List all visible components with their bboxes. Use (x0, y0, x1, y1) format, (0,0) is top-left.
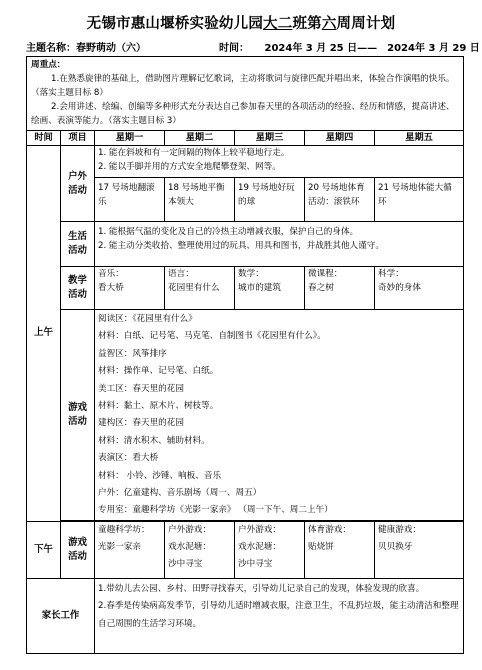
cell-text: 戏水泥塘： (238, 541, 281, 552)
week-focus (27, 57, 464, 131)
cell-text: 语言： (168, 269, 194, 279)
game-row (27, 310, 464, 521)
game-line: 材料：黏土、原木片、树枝等。 (98, 401, 219, 412)
teaching-monday (95, 267, 165, 310)
parents-row (27, 578, 464, 653)
life-goal-2: 2. 能主动分类收拾、整理使用过的玩具、用具和图书，并战胜其他人谨守。 (98, 241, 384, 251)
cell-text: 无锡市惠山堰桥实验幼儿园 (86, 16, 264, 32)
cell-text: 体育游戏： (308, 524, 351, 535)
cell-text: 户外游戏： (168, 524, 211, 535)
cell-text: 科学： (378, 269, 404, 279)
teaching-label: 教学活动 (61, 267, 95, 310)
life-goals (95, 222, 464, 267)
teaching-wednesday (235, 267, 305, 310)
game-line: 阅读区：《花园里有什么》 (98, 314, 197, 324)
morning-label: 上午 (27, 146, 61, 522)
outdoor-monday: 17 号场地翻滚乐 (95, 178, 165, 222)
outdoor-goals (95, 146, 464, 178)
class-name: 大二 (263, 16, 293, 32)
cell-text: 微课程： (308, 269, 343, 279)
focus-label: 周重点： (31, 60, 66, 70)
week-number: 六 (321, 16, 337, 32)
game-line: 建构区：春天里的花园 (98, 418, 184, 429)
afternoon-wednesday (235, 521, 305, 578)
parents-item-1: 1.带幼儿去公园、乡村、田野寻找春天，引导幼儿记录自己的发现，体验发现的欣喜。 (98, 583, 425, 594)
focus-row (27, 57, 464, 131)
header-tuesday: 星期二 (165, 131, 235, 146)
header-row (27, 131, 464, 146)
afternoon-friday (375, 521, 464, 578)
game-line: 材料：操作单、记号笔、白纸。 (98, 366, 219, 377)
header-time: 时间 (27, 131, 61, 146)
life-label: 生活活动 (61, 222, 95, 267)
cell-text: 贝贝换牙 (378, 541, 413, 552)
cell-text: 看大桥 (98, 283, 124, 293)
outdoor-thursday: 20 号场地体育活动：滚铁环 (305, 178, 375, 222)
cell-text: 班第 (292, 16, 322, 32)
cell-text: 花园里有什么 (168, 283, 220, 293)
afternoon-thursday (305, 521, 375, 578)
teaching-friday (375, 267, 464, 310)
cell-text: 数学： (238, 269, 264, 279)
afternoon-tuesday (165, 521, 235, 578)
afternoon-game-label: 游戏活动 (61, 521, 95, 578)
time-end: 2024年 3 月 29 日 (387, 43, 480, 54)
game-content (95, 310, 464, 521)
focus-item-1: 1.在熟悉旋律的基础上，借助图片理解记忆歌词，主动将歌词与旋律匹配并唱出来，体验合作演唱的快乐。（落实主题目标 8） (31, 74, 455, 98)
cell-text: 沙中寻宝 (238, 558, 273, 569)
cell-text: 音乐： (98, 269, 124, 279)
page-title (0, 12, 482, 33)
parents-item-2: 2.春季是传染病高发季节，引导幼儿适时增减衣服，注意卫生，不乱扔垃圾，能主动清洁和整理自己周围的生活学习环境。 (98, 601, 459, 629)
game-label: 游戏活动 (61, 310, 95, 521)
life-goal-1: 1. 能根据气温的变化及自己的冷热主动增减衣服，保护自己的身体。 (98, 227, 359, 237)
outdoor-goals-row (27, 146, 464, 178)
header-wednesday: 星期三 (235, 131, 305, 146)
cell-text: 周周计划 (336, 16, 396, 32)
outdoor-goal-2: 2. 能以手脚并用的方式安全地爬攀登架、网等。 (98, 162, 281, 172)
cell-text: 户外游戏： (238, 524, 281, 535)
theme-label: 主题名称： (26, 43, 76, 54)
cell-text: 戏水泥塘： (168, 541, 211, 552)
game-line: 益智区：风筝排序 (98, 348, 167, 359)
teaching-row (27, 267, 464, 310)
cell-text: 城市的建筑 (238, 283, 281, 293)
teaching-tuesday (165, 267, 235, 310)
cell-text: 童趣科学坊： (98, 524, 150, 535)
header-thursday: 星期四 (305, 131, 375, 146)
cell-text: 沙中寻宝 (168, 558, 203, 569)
game-line: 材料：清水积木、辅助材料。 (98, 435, 210, 446)
header-friday: 星期五 (375, 131, 464, 146)
theme-value: 春野萌动（六） (76, 43, 146, 54)
game-line: 户外：亿童建构、音乐剧场（周一、周五） (98, 488, 262, 499)
cell-text: 贴烧饼 (308, 541, 334, 552)
game-line: 专用室：童趣科学坊《光影一家亲》 （周一下午、周二上午） (98, 505, 333, 516)
outdoor-friday: 21 号场地体能大循环 (375, 178, 464, 222)
afternoon-label: 下午 (27, 521, 61, 578)
cell-text: 光影一家亲 (98, 541, 141, 552)
game-line: 材料：白纸、记号笔、马克笔、自制图书《花园里有什么》。 (98, 331, 326, 342)
teaching-thursday (305, 267, 375, 310)
outdoor-tuesday: 18 号场地平衡本领大 (165, 178, 235, 222)
time-label: 时间： (219, 43, 249, 54)
outdoor-goal-1: 1. 能在斜坡和有一定间隔的物体上较平稳地行走。 (98, 148, 290, 158)
outdoor-wednesday: 19 号场地好玩的球 (235, 178, 305, 222)
cell-text: 健康游戏： (378, 524, 421, 535)
afternoon-monday (95, 521, 165, 578)
parents-label: 家长工作 (27, 578, 95, 653)
outdoor-label: 户外活动 (61, 146, 95, 222)
cell-text: 奇妙的身体 (378, 283, 421, 293)
life-row (27, 222, 464, 267)
parents-content (95, 578, 464, 653)
theme-row (26, 39, 480, 54)
header-monday: 星期一 (95, 131, 165, 146)
afternoon-row (27, 521, 464, 578)
focus-item-2: 2.会用讲述、绘编、创编等多种形式充分表达自己参加春天里的各项活动的经验、经历和情感，提高讲述、绘画、表演等能力。（落实主题目标 3） (31, 102, 455, 126)
header-item: 项目 (61, 131, 95, 146)
weekly-plan-table (26, 56, 464, 654)
game-line: 材料： 小铃、沙锤、响板、音乐 (98, 470, 222, 481)
game-line: 表演区：看大桥 (98, 453, 159, 464)
cell-text: 春之树 (308, 283, 334, 293)
time-start: 2024年 3 月 25 日—— (264, 43, 378, 54)
game-line: 美工区：春天里的花园 (98, 383, 184, 394)
